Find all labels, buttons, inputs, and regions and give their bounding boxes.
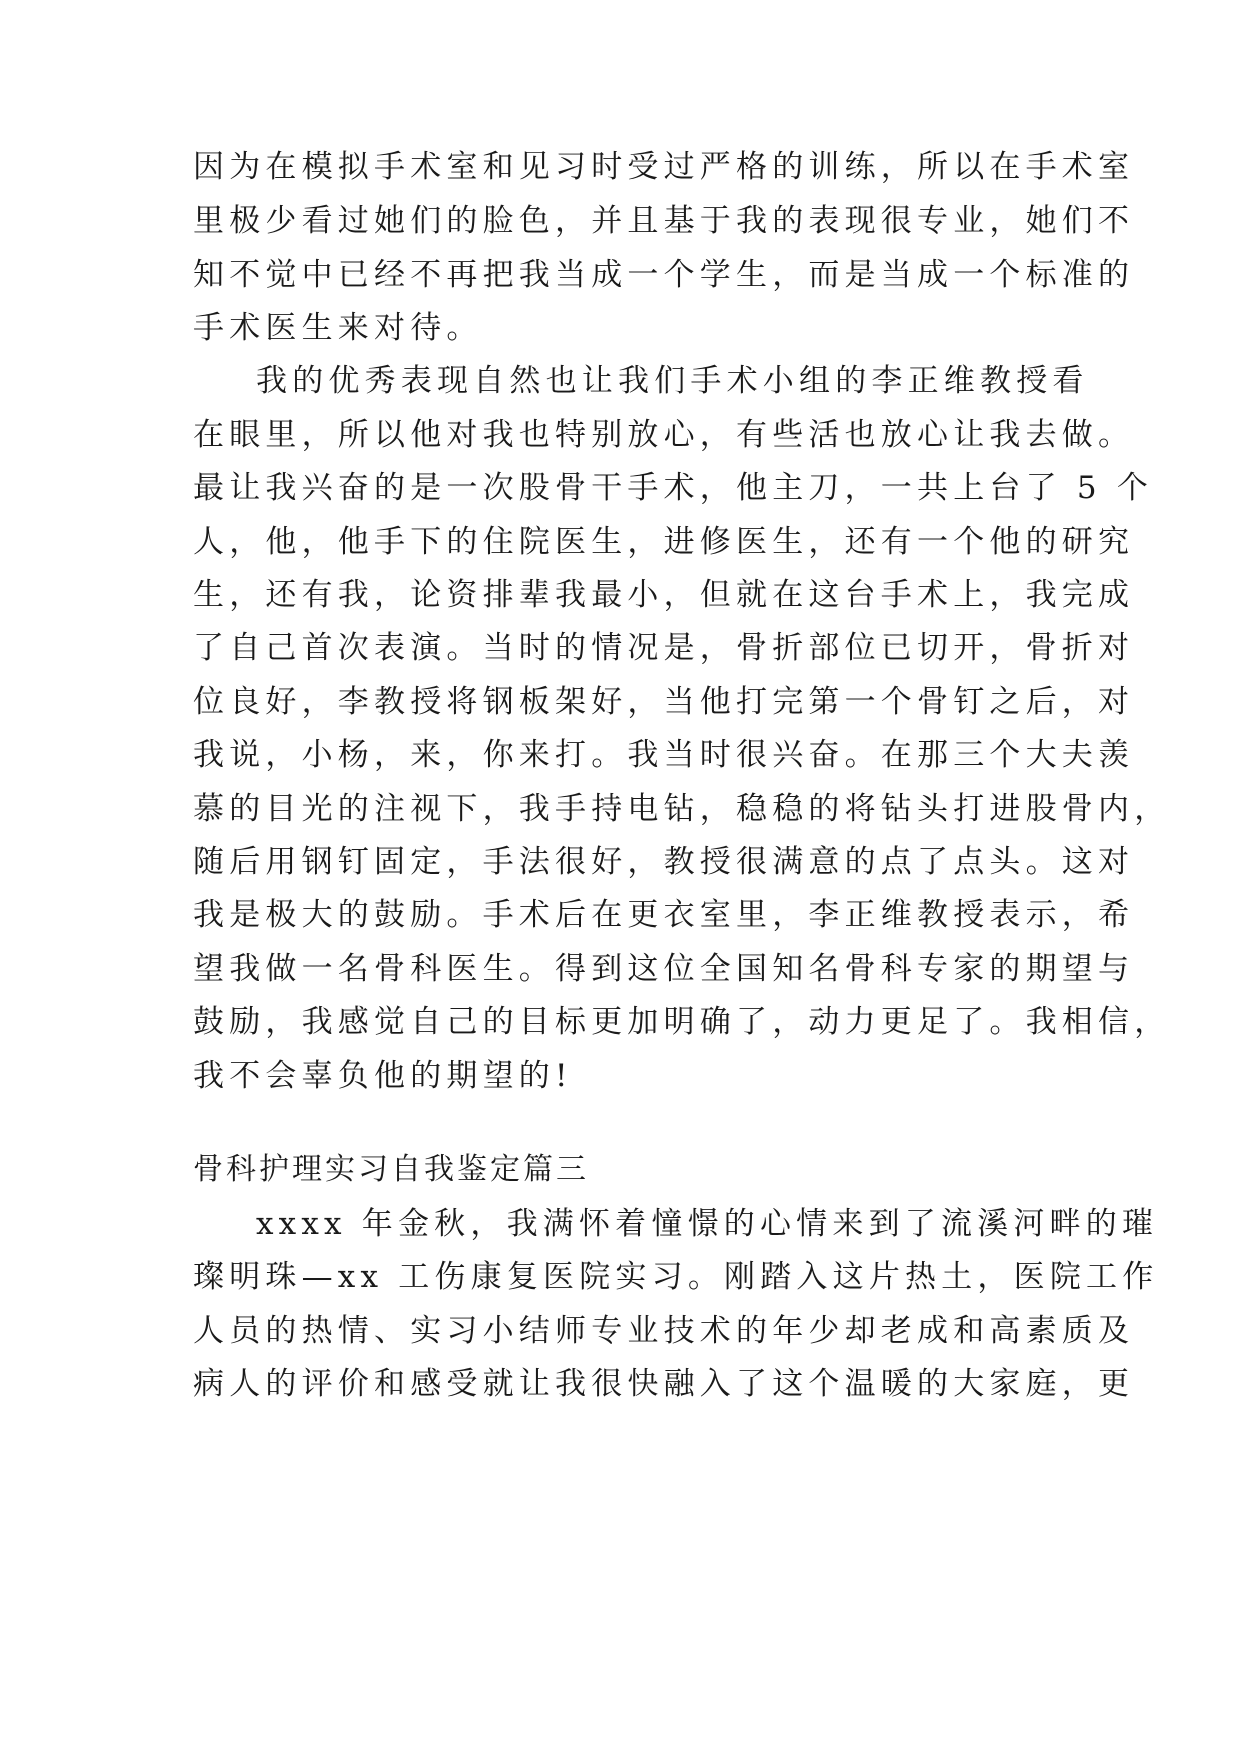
section-heading: 骨科护理实习自我鉴定篇三 [193,1152,589,1187]
paragraph-2-line-13: 鼓励，我感觉自己的目标更加明确了，动力更足了。我相信， [193,1004,1171,1040]
paragraph-2-line-11: 我是极大的鼓励。手术后在更衣室里，李正维教授表示，希 [193,897,1135,933]
paragraph-3-line-2: 璨明珠—xx 工伤康复医院实习。刚踏入这片热土，医院工作 [193,1259,1159,1295]
paragraph-2-line-14: 我不会辜负他的期望的! [193,1058,573,1094]
paragraph-2-line-4: 人，他，他手下的住院医生，进修医生，还有一个他的研究 [193,524,1135,560]
paragraph-1-line-4: 手术医生来对待。 [193,310,483,346]
paragraph-2-line-8: 我说，小杨，来，你来打。我当时很兴奋。在那三个大夫羡 [193,737,1135,773]
paragraph-3-line-1: xxxx 年金秋，我满怀着憧憬的心情来到了流溪河畔的璀 [256,1206,1159,1242]
paragraph-3-line-3: 人员的热情、实习小结师专业技术的年少却老成和高素质及 [193,1313,1135,1349]
paragraph-2-line-2: 在眼里，所以他对我也特别放心，有些活也放心让我去做。 [193,417,1135,453]
paragraph-2-line-10: 随后用钢钉固定，手法很好，教授很满意的点了点头。这对 [193,844,1135,880]
paragraph-2-line-5: 生，还有我，论资排辈我最小，但就在这台手术上，我完成 [193,577,1135,613]
paragraph-2-line-9: 慕的目光的注视下，我手持电钻，稳稳的将钻头打进股骨内， [193,791,1171,827]
paragraph-1-line-3: 知不觉中已经不再把我当成一个学生，而是当成一个标准的 [193,257,1135,293]
paragraph-2-line-3: 最让我兴奋的是一次股骨干手术，他主刀，一共上台了 5 个 [193,470,1154,506]
paragraph-3-line-4: 病人的评价和感受就让我很快融入了这个温暖的大家庭，更 [193,1366,1135,1402]
paragraph-2-line-12: 望我做一名骨科医生。得到这位全国知名骨科专家的期望与 [193,951,1135,987]
paragraph-1-line-1: 因为在模拟手术室和见习时受过严格的训练，所以在手术室 [193,149,1135,185]
paragraph-1-line-2: 里极少看过她们的脸色，并且基于我的表现很专业，她们不 [193,203,1135,239]
paragraph-2-line-7: 位良好，李教授将钢板架好，当他打完第一个骨钉之后，对 [193,684,1135,720]
paragraph-2-line-6: 了自己首次表演。当时的情况是，骨折部位已切开，骨折对 [193,630,1135,666]
paragraph-2-line-1: 我的优秀表现自然也让我们手术小组的李正维教授看 [256,363,1089,399]
